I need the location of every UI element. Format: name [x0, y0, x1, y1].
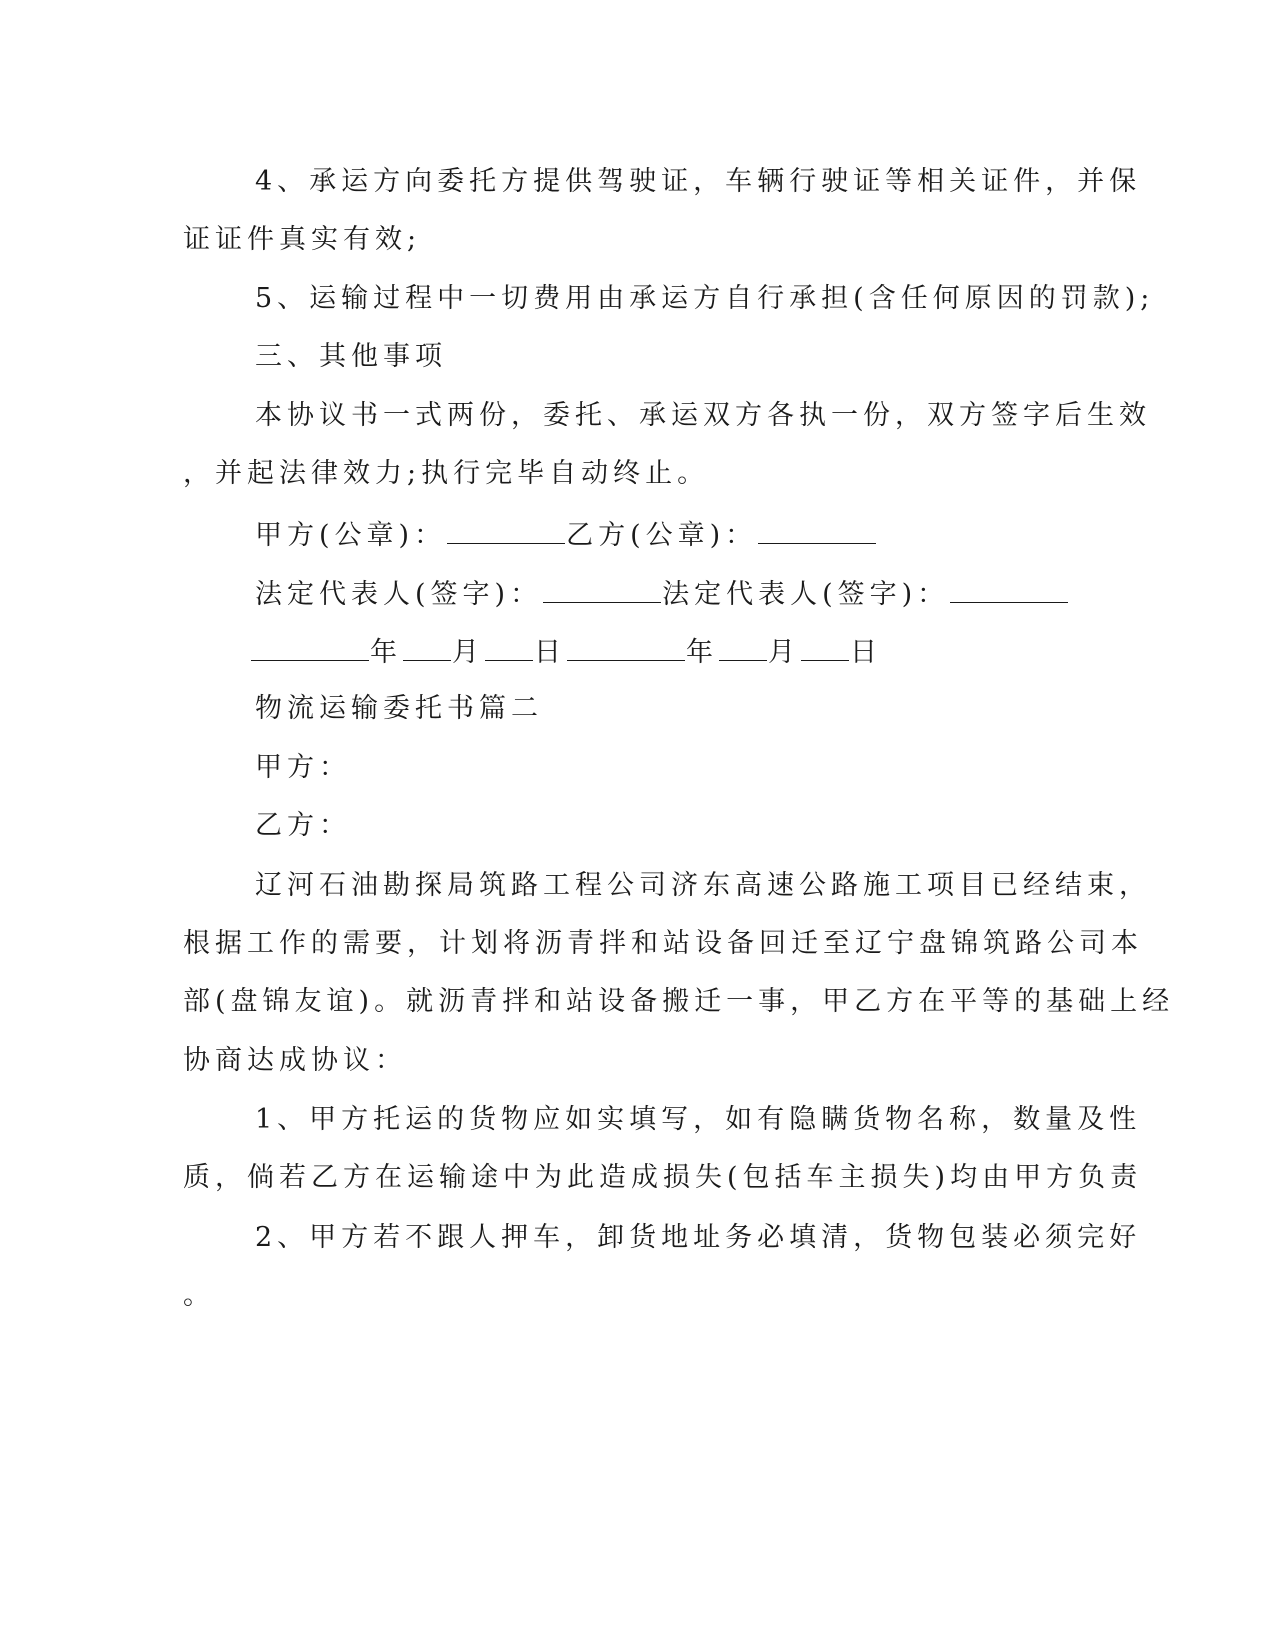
intro-paragraph-line-1: 辽河石油勘探局筑路工程公司济东高速公路施工项目已经结束， — [255, 870, 1151, 901]
legal-rep-b-label: 法定代表人(签字)： — [662, 579, 950, 610]
legal-rep-b-blank[interactable] — [950, 576, 1068, 603]
seal-line — [255, 517, 877, 553]
legal-rep-a-blank[interactable] — [543, 576, 661, 603]
section-2-title: 物流运输委托书篇二 — [255, 693, 543, 724]
intro-paragraph-line-2: 根据工作的需要，计划将沥青拌和站设备回迁至辽宁盘锦筑路公司本 — [183, 928, 1143, 959]
date-b-month-blank[interactable] — [719, 634, 767, 661]
clause-4-line-2: 证证件真实有效; — [183, 224, 422, 255]
item-2-line-2: 。 — [183, 1280, 215, 1311]
date-b-month-label: 月 — [768, 637, 800, 668]
legal-representative-line — [255, 576, 1069, 612]
date-a-month-blank[interactable] — [403, 634, 451, 661]
date-a-day-blank[interactable] — [485, 634, 533, 661]
date-b-day-blank[interactable] — [801, 634, 849, 661]
intro-paragraph-line-3: 部(盘锦友谊)。就沥青拌和站设备搬迁一事，甲乙方在平等的基础上经 — [183, 986, 1175, 1017]
item-2-line-1: 2、甲方若不跟人押车，卸货地址务必填清，货物包装必须完好 — [255, 1222, 1142, 1253]
date-b-year-label: 年 — [686, 637, 718, 668]
clause-4-line-1: 4、承运方向委托方提供驾驶证，车辆行驶证等相关证件，并保 — [255, 166, 1142, 197]
party-b-seal-label: 乙方(公章)： — [566, 520, 758, 551]
party-b-label: 乙方： — [255, 810, 351, 841]
party-a-label: 甲方： — [255, 752, 351, 783]
item-1-line-2: 质，倘若乙方在运输途中为此造成损失(包括车主损失)均由甲方负责 — [183, 1162, 1143, 1193]
section-other-matters-heading: 三、其他事项 — [255, 341, 447, 372]
date-b-day-label: 日 — [850, 637, 882, 668]
agreement-copies-line-2: ，并起法律效力;执行完毕自动终止。 — [183, 458, 710, 489]
item-1-line-1: 1、甲方托运的货物应如实填写，如有隐瞒货物名称，数量及性 — [255, 1104, 1142, 1135]
clause-5-line: 5、运输过程中一切费用由承运方自行承担(含任何原因的罚款); — [255, 283, 1155, 314]
date-b-year-blank[interactable] — [567, 634, 685, 661]
party-b-seal-blank[interactable] — [758, 517, 876, 544]
agreement-copies-line-1: 本协议书一式两份，委托、承运双方各执一份，双方签字后生效 — [255, 400, 1151, 431]
party-a-seal-blank[interactable] — [447, 517, 565, 544]
date-a-year-label: 年 — [370, 637, 402, 668]
legal-rep-a-label: 法定代表人(签字)： — [255, 579, 543, 610]
date-a-month-label: 月 — [452, 637, 484, 668]
date-line — [250, 634, 882, 670]
party-a-seal-label: 甲方(公章)： — [255, 520, 447, 551]
date-a-day-label: 日 — [534, 637, 566, 668]
date-a-year-blank[interactable] — [251, 634, 369, 661]
intro-paragraph-line-4: 协商达成协议： — [183, 1045, 407, 1076]
